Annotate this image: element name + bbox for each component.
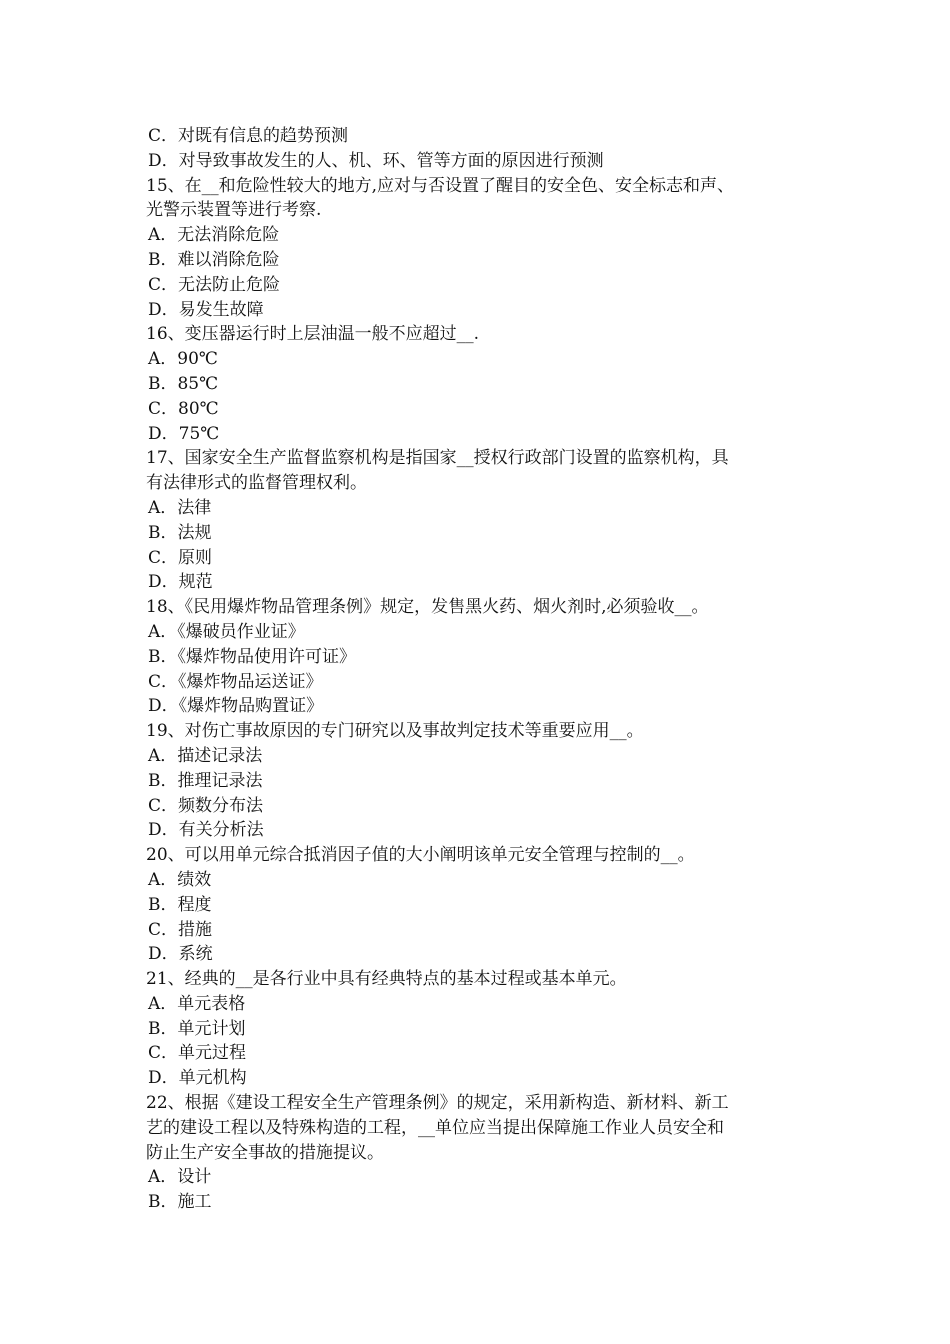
answer-option: C．频数分布法: [148, 795, 264, 816]
question-line: 22、根据《建设工程安全生产管理条例》的规定，采用新构造、新材料、新工: [146, 1093, 729, 1114]
answer-option: C．原则: [148, 547, 213, 568]
answer-option: B．法规: [148, 522, 212, 543]
answer-option: B．推理记录法: [148, 770, 263, 791]
answer-option: A．90℃: [148, 349, 218, 370]
answer-option: D．规范: [148, 572, 213, 593]
question-line: 17、国家安全生产监督监察机构是指国家__授权行政部门设置的监察机构，具: [146, 448, 729, 469]
question-line: 15、在__和危险性较大的地方,应对与否设置了醒目的安全色、安全标志和声、: [146, 175, 735, 196]
question-stem: [146, 843, 816, 868]
answer-option: A．描述记录法: [148, 745, 263, 766]
question-stem: [146, 174, 816, 224]
question-stem: [146, 446, 816, 496]
answer-option: B．85℃: [148, 373, 219, 394]
answer-option: B．难以消除危险: [148, 249, 280, 270]
question-line: 21、经典的__是各行业中具有经典特点的基本过程或基本单元。: [146, 969, 627, 990]
answer-option: D．系统: [148, 944, 213, 965]
answer-option: A．绩效: [148, 869, 212, 890]
answer-option: C．措施: [148, 919, 213, 940]
question-stem: [146, 1091, 816, 1165]
answer-option: D．对导致事故发生的人、机、环、管等方面的原因进行预测: [148, 150, 604, 171]
question-line: 有法律形式的监督管理权利。: [146, 473, 367, 494]
question-line: 艺的建设工程以及特殊构造的工程，__单位应当提出保障施工作业人员安全和: [146, 1117, 724, 1138]
question-line: 16、变压器运行时上层油温一般不应超过__.: [146, 324, 480, 345]
answer-option: C．对既有信息的趋势预测: [148, 126, 349, 146]
answer-option: A．法律: [148, 497, 212, 518]
question-stem: [146, 967, 816, 992]
question-line: 18、《民用爆炸物品管理条例》规定，发售黑火药、烟火剂时,必须验收__。: [146, 597, 709, 618]
answer-option: C．《爆炸物品运送证》: [148, 671, 323, 692]
answer-option: B．程度: [148, 894, 212, 915]
question-line: 20、可以用单元综合抵消因子值的大小阐明该单元安全管理与控制的__。: [146, 845, 695, 866]
question-line: 防止生产安全事故的措施提议。: [146, 1142, 384, 1163]
answer-option: A．《爆破员作业证》: [148, 621, 305, 642]
answer-option: A．无法消除危险: [148, 225, 280, 246]
question-stem: [146, 595, 816, 620]
answer-option: C．无法防止危险: [148, 274, 281, 295]
answer-option: D．单元机构: [148, 1068, 247, 1089]
question-line: 19、对伤亡事故原因的专门研究以及事故判定技术等重要应用__。: [146, 721, 644, 742]
answer-option: A．单元表格: [148, 993, 246, 1014]
answer-option: C．80℃: [148, 398, 219, 419]
answer-option: B．施工: [148, 1192, 212, 1213]
question-line: 光警示装置等进行考察.: [146, 200, 322, 221]
question-stem: [146, 719, 816, 744]
answer-option: C．单元过程: [148, 1043, 247, 1064]
answer-option: D．有关分析法: [148, 820, 264, 841]
question-stem: [146, 322, 816, 347]
answer-option: D．《爆炸物品购置证》: [148, 696, 324, 717]
answer-option: D．易发生故障: [148, 299, 264, 320]
answer-option: B．《爆炸物品使用许可证》: [148, 646, 356, 667]
answer-option: B．单元计划: [148, 1018, 246, 1039]
answer-option: D．75℃: [148, 423, 220, 444]
question-list: [146, 124, 816, 1215]
answer-option: A．设计: [148, 1167, 212, 1188]
